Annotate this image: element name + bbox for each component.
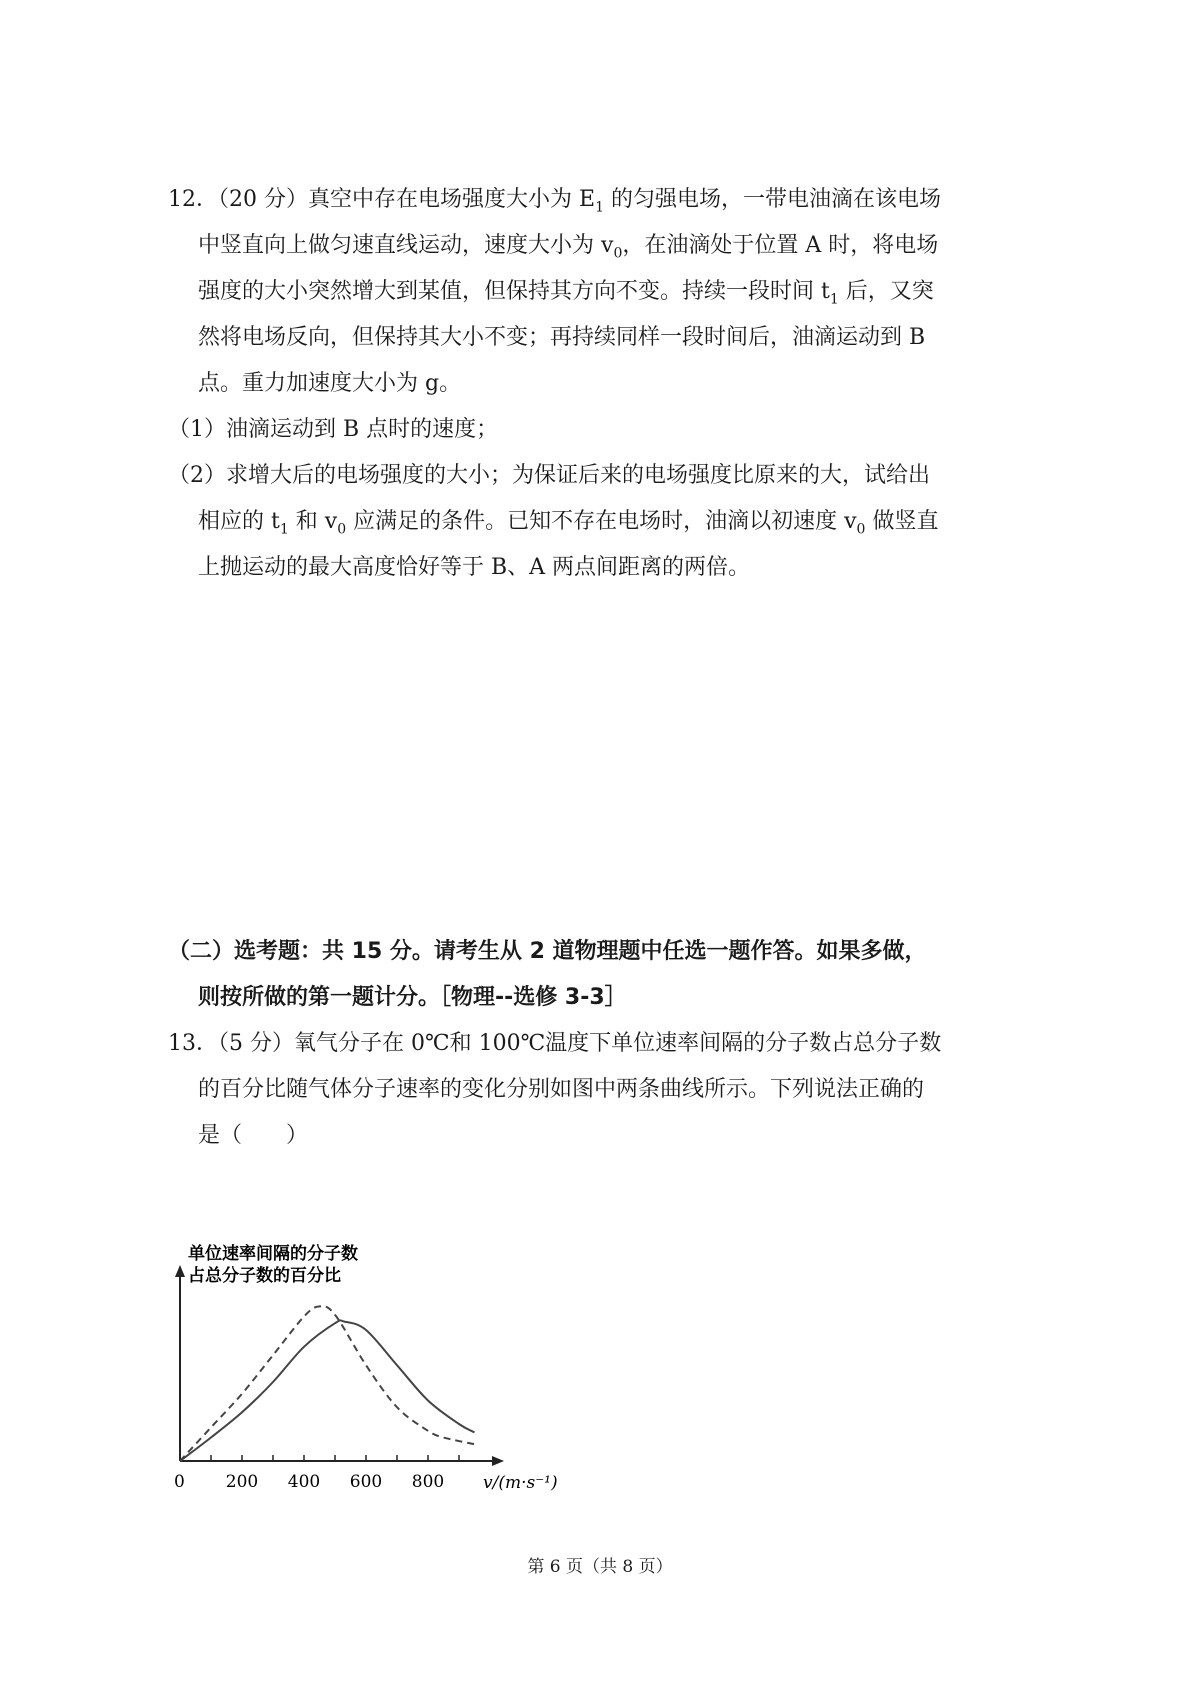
q13-line-3: 是（ ）	[198, 1123, 309, 1148]
q12-line-1: 12．（20 分）真空中存在电场强度大小为 $E_1$ 的匀强电场，一带电油滴在该电场	[168, 187, 941, 216]
q12-line-4: 然将电场反向，但保持其大小不变；再持续同样一段时间后，油滴运动到 B	[198, 325, 926, 350]
y-axis-arrow	[175, 1265, 185, 1277]
q12-part-2-line-3: 上抛运动的最大高度恰好等于 B、A 两点间距离的两倍。	[198, 555, 751, 580]
q13-line-1: 13．（5 分）氧气分子在 0℃和 100℃温度下单位速率间隔的分子数占总分子数	[168, 1031, 942, 1056]
q12-line-5: 点。重力加速度大小为 g。	[198, 371, 462, 396]
x-tick-label: 400	[287, 1472, 321, 1492]
speed-distribution-chart	[170, 1235, 610, 1495]
section-2-heading: （二）选考题：共 15 分。请考生从 2 道物理题中任选一题作答。如果多做，	[168, 939, 927, 964]
q13-line-2: 的百分比随气体分子速率的变化分别如图中两条曲线所示。下列说法正确的	[198, 1077, 925, 1102]
q12-part-2: （2）求增大后的电场强度的大小；为保证后来的电场强度比原来的大，试给出	[168, 463, 930, 488]
x-tick-label: 800	[411, 1472, 445, 1492]
y-axis-label-line-2: 占总分子数的百分比	[188, 1266, 341, 1286]
series-line-solid	[180, 1320, 475, 1461]
q12-points: （20 分）	[218, 187, 308, 212]
page-footer: 第 6 页（共 8 页）	[527, 1557, 673, 1577]
x-tick-label: 200	[225, 1472, 259, 1492]
section-2-heading-line-2: 则按所做的第一题计分。［物理--选修 3-3］	[198, 985, 627, 1010]
x-axis-label: v/(m·s⁻¹)	[483, 1473, 558, 1493]
q12-line-3: 强度的大小突然增大到某值，但保持其方向不变。持续一段时间 $t_1$ 后，又突	[198, 279, 934, 308]
q12-part-2-line-2: 相应的 $t_1$ 和 $v_0$ 应满足的条件。已知不存在电场时，油滴以初速度 $v_0$ 做竖直	[198, 509, 939, 538]
origin-label: 0	[174, 1472, 185, 1492]
q12-number: 12．	[168, 187, 218, 212]
x-axis-arrow	[492, 1456, 504, 1466]
q13-number: 13．	[168, 1031, 218, 1056]
y-axis-label-line-1: 单位速率间隔的分子数	[188, 1244, 358, 1264]
x-tick-label: 600	[349, 1472, 383, 1492]
q12-part-1: （1）油滴运动到 B 点时的速度；	[168, 417, 499, 442]
q12-line-2: 中竖直向上做匀速直线运动，速度大小为 $v_0$，在油滴处于位置 A 时，将电场	[198, 233, 939, 262]
